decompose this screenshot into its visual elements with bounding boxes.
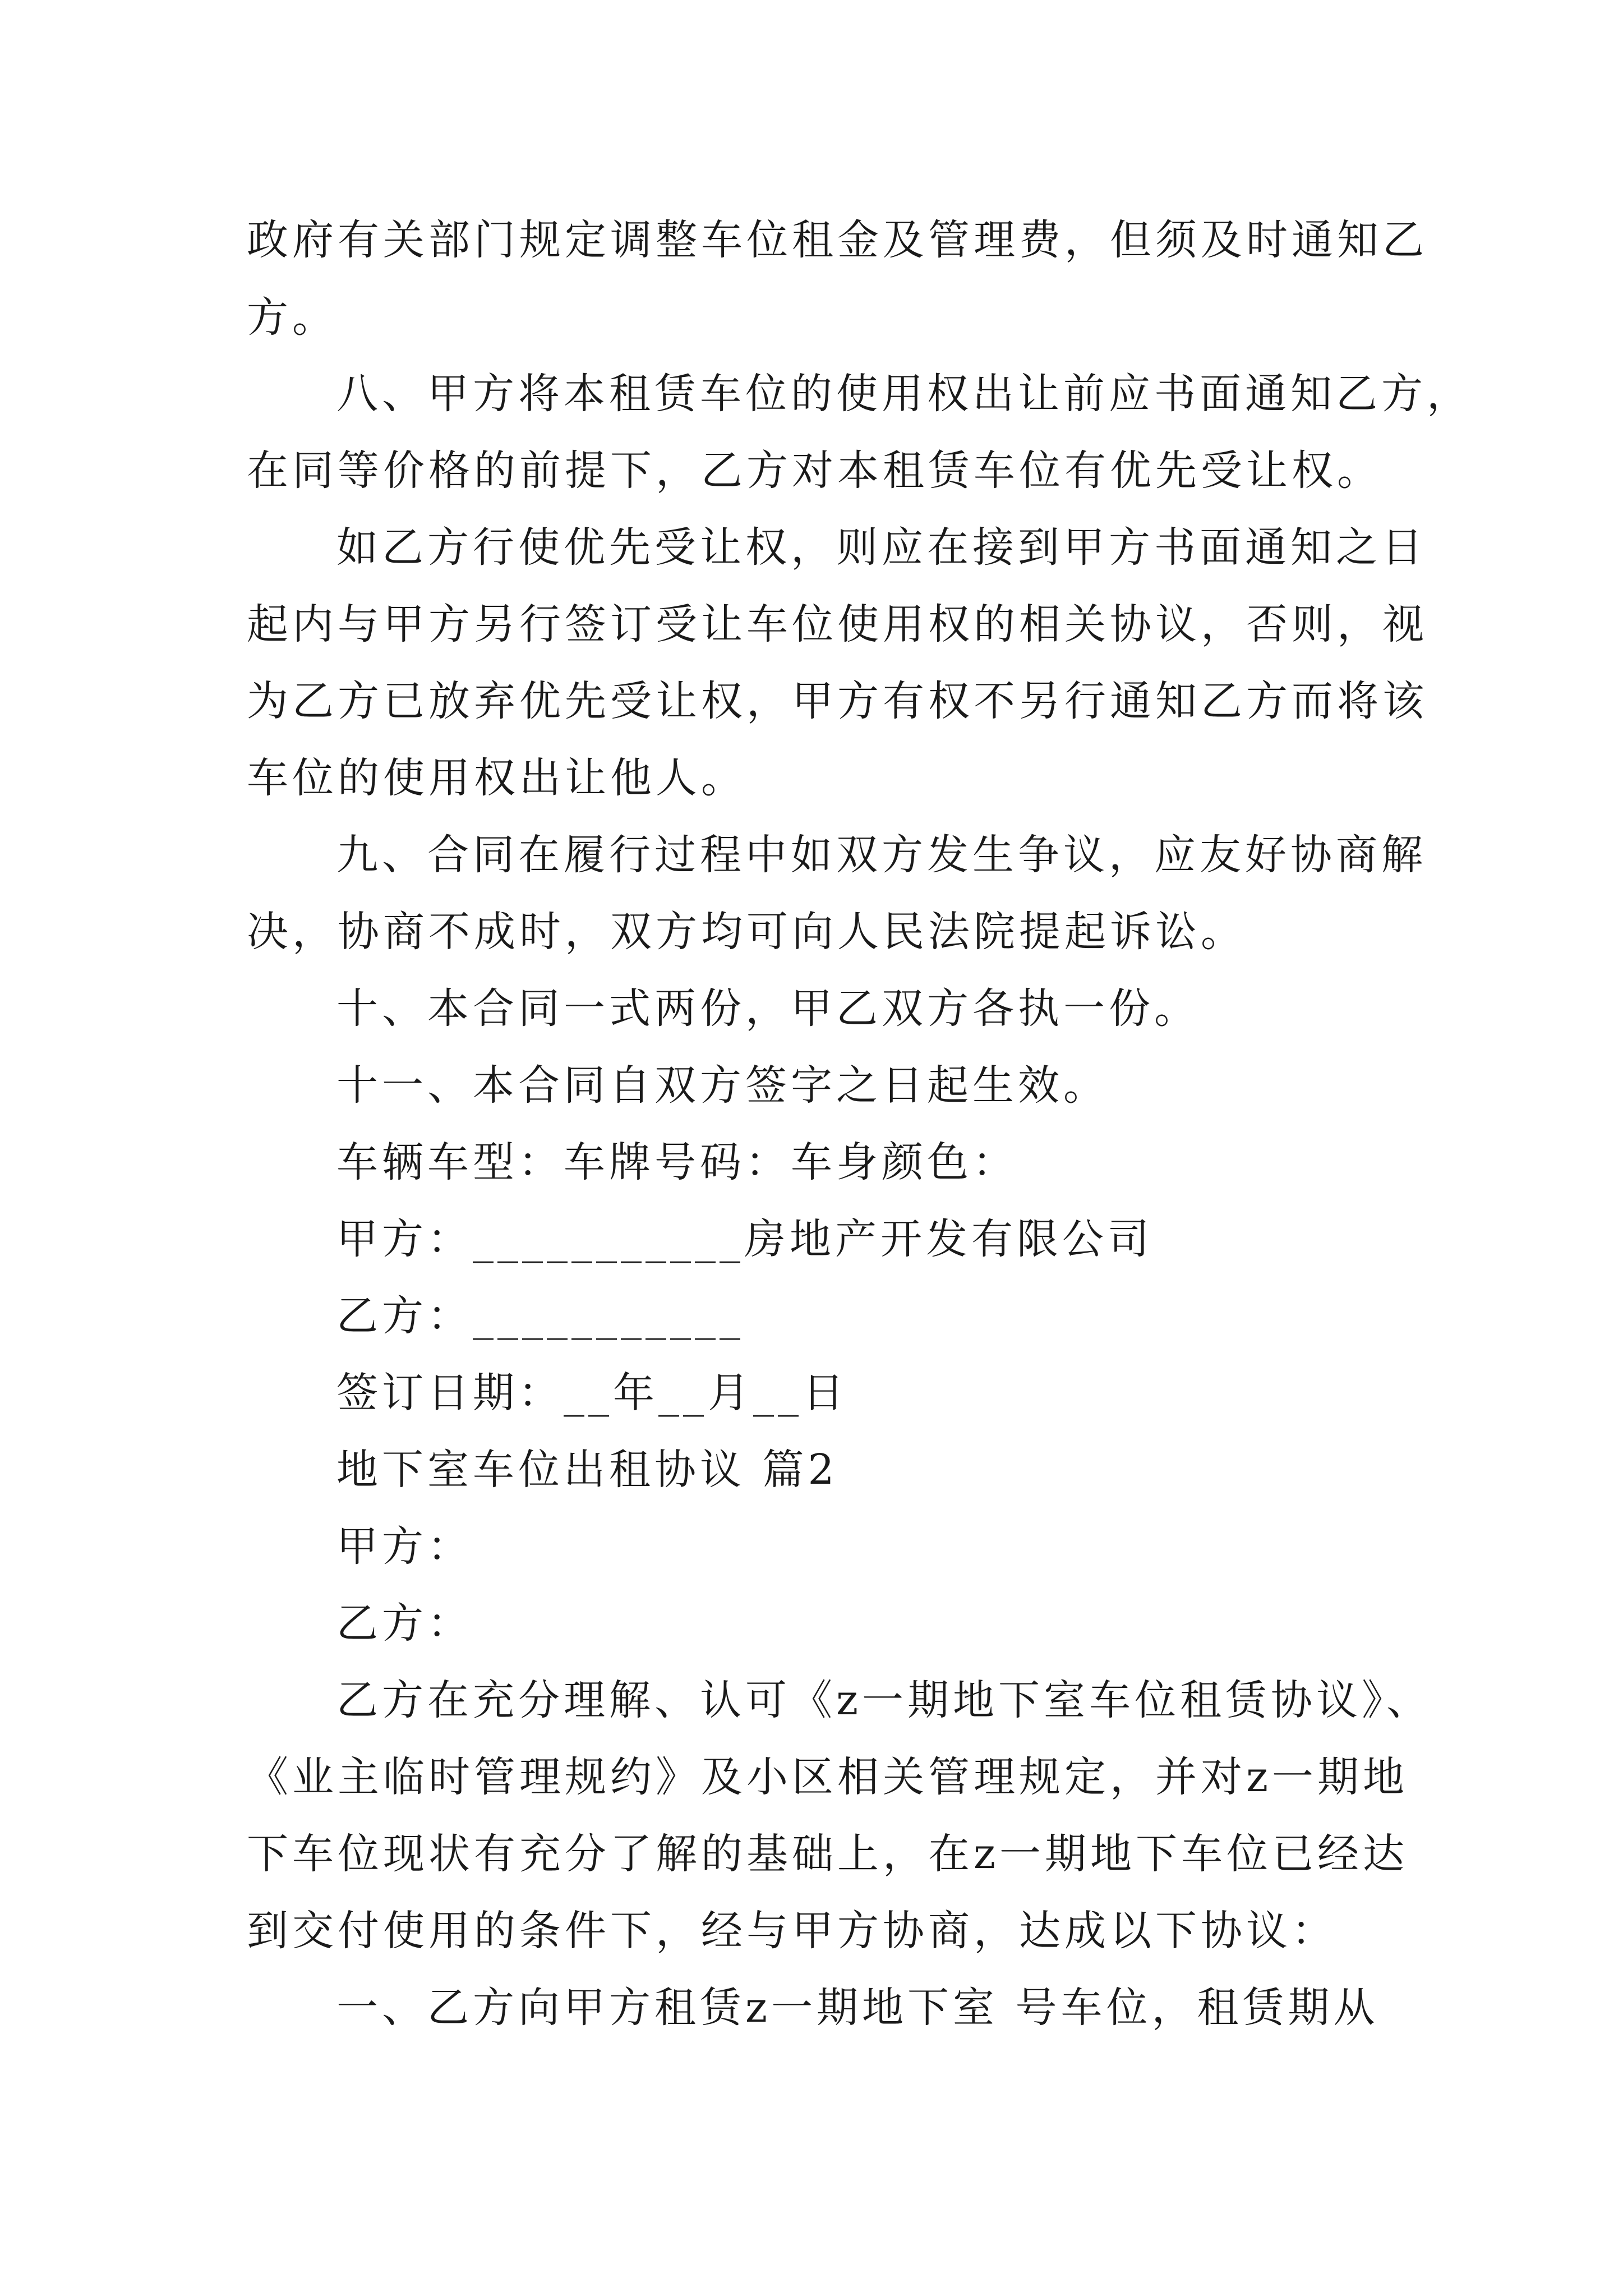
- text-line: 十一、本合同自双方签字之日起生效。: [336, 1061, 1109, 1110]
- text-line: 乙方在充分理解、认可《z一期地下室车位租赁协议》、: [336, 1676, 1432, 1724]
- text-line: 起内与甲方另行签订受让车位使用权的相关协议，否则，视: [247, 600, 1428, 648]
- text-line: 甲方：: [336, 1522, 473, 1571]
- text-line: 签订日期：__年__月__日: [336, 1369, 848, 1417]
- text-line: 在同等价格的前提下，乙方对本租赁车位有优先受让权。: [247, 447, 1382, 495]
- text-line: 车辆车型：车牌号码：车身颜色：: [336, 1138, 1018, 1186]
- text-line: 决，协商不成时，双方均可向人民法院提起诉讼。: [247, 908, 1246, 956]
- text-line: 一、乙方向甲方租赁z一期地下室 号车位，租赁期从: [336, 1984, 1379, 2032]
- text-line: 下车位现状有充分了解的基础上，在z一期地下车位已经达: [247, 1830, 1408, 1878]
- text-line: 方。: [247, 293, 338, 342]
- text-line: 到交付使用的条件下，经与甲方协商，达成以下协议：: [247, 1907, 1337, 1955]
- text-line: 甲方：___________房地产开发有限公司: [336, 1215, 1153, 1263]
- text-line: 为乙方已放弃优先受让权，甲方有权不另行通知乙方而将该: [247, 677, 1428, 725]
- text-line: 政府有关部门规定调整车位租金及管理费，但须及时通知乙: [247, 216, 1428, 264]
- text-line: 八、甲方将本租赁车位的使用权出让前应书面通知乙方，: [336, 370, 1472, 418]
- text-line: 乙方：: [336, 1599, 473, 1648]
- text-line: 九、合同在履行过程中如双方发生争议，应友好协商解: [336, 831, 1427, 879]
- text-line: 十、本合同一式两份，甲乙双方各执一份。: [336, 984, 1200, 1033]
- section-heading: 地下室车位出租协议 篇2: [336, 1446, 838, 1494]
- text-line: 如乙方行使优先受让权，则应在接到甲方书面通知之日: [336, 523, 1427, 572]
- text-line: 车位的使用权出让他人。: [247, 754, 746, 802]
- text-line: 乙方：___________: [336, 1292, 744, 1340]
- text-line: 《业主临时管理规约》及小区相关管理规定，并对z一期地: [247, 1753, 1408, 1801]
